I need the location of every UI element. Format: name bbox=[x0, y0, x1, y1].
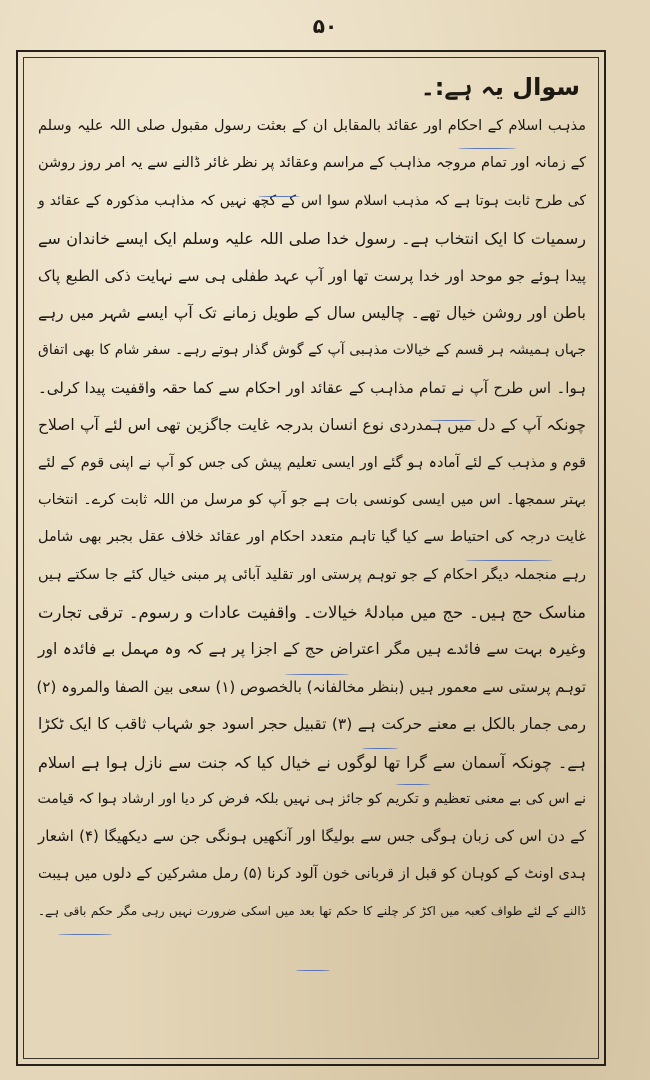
text-line: ہے۔ چونکہ آسمان سے گرا تھا لوگوں نے خیال کیا کہ جنت سے نازل ہوا ہے اسلام bbox=[38, 752, 586, 772]
text-line: پیدا ہوئے جو موحد اور خدا پرست تھا اور آپ عہد طفلی ہی سے نہایت ذکی الطبع پاک bbox=[38, 266, 586, 285]
text-line: وغیرہ بہت سے فائدے ہیں مگر اعتراض حج کے اجزا پر ہے کہ وہ مہمل بے فائدہ اور bbox=[38, 640, 586, 659]
text-line: کی طرح ثابت ہوتا ہے کہ مذہب اسلام سوا اس کے کچھ نہیں کہ مذاہب مذکورہ کے عقائد و bbox=[38, 192, 586, 209]
body-text bbox=[38, 70, 586, 931]
text-line: مذہب اسلام کے احکام اور عقائد بالمقابل ان کے بعثت رسول مقبول صلی اللہ علیہ وسلم bbox=[38, 118, 586, 134]
ink-underline-mark bbox=[285, 674, 349, 675]
ink-underline-mark bbox=[458, 148, 516, 149]
ink-underline-mark bbox=[296, 970, 330, 971]
ink-underline-mark bbox=[430, 420, 476, 421]
text-line: رسمیات کا ایک انتخاب ہے۔ رسول خدا صلی اللہ علیہ وسلم ایک ایسے خاندان سے bbox=[38, 229, 586, 249]
text-line: ہدی اونٹ کے کوہان کو قبل از قربانی خون آلود کرنا (۵) رمل مشرکین کے دلوں میں ہیبت bbox=[38, 865, 586, 882]
section-heading: سوال یہ ہے:۔ bbox=[420, 73, 580, 101]
page-number: ۵۰ bbox=[312, 14, 338, 38]
text-line: جہاں ہمیشہ ہر قسم کے خیالات مذہبی آپ کے گوش گذار ہوتے رہے۔ سفر شام کا بھی اتفاق bbox=[38, 342, 586, 359]
text-line: توہم پرستی سے معمور ہیں (بنظر مخالفانہ) بالخصوص (۱) سعی بین الصفا والمروہ (۲) bbox=[36, 677, 586, 696]
ink-underline-mark bbox=[258, 196, 300, 197]
text-line: مناسک حج ہیں۔ حج میں مبادلۂ خیالات۔ واقفیت عادات و رسوم۔ ترقی تجارت bbox=[38, 603, 586, 623]
text-line: رمی جمار بالکل بے معنے حرکت ہے (۳) تقبیل حجر اسود جو شہاب ثاقب کا ایک ٹکڑا bbox=[38, 715, 586, 734]
ink-underline-mark bbox=[465, 560, 553, 561]
text-line: کے دن اس کی زبان ہوگی جس سے بولیگا اور آنکھیں ہونگی جن سے دیکھیگا (۴) اشعار bbox=[38, 827, 586, 846]
text-line: ڈالنے کے لئے طواف کعبہ میں اکڑ کر چلنے کا حکم تھا بعد میں اسکی ضرورت نہیں رہی مگر حکم باقی ہے۔ bbox=[38, 904, 586, 919]
text-line: باطن اور روشن خیال تھے۔ چالیس سال کے طویل زمانے تک آپ ایسے شہر میں رہے bbox=[38, 303, 586, 322]
text-line: نے اس کی بے معنی تعظیم و تکریم کو جائز ہی نہیں بلکہ فرض کر دیا اور ارشاد ہوا کہ قیامت bbox=[37, 791, 586, 808]
ink-underline-mark bbox=[396, 784, 430, 785]
ink-underline-mark bbox=[362, 748, 398, 749]
text-line: بہتر سمجھا۔ اس میں ایسی کونسی بات ہے جو آپ کو مرسل من اللہ ثابت کرے۔ انتخاب bbox=[38, 491, 586, 508]
text-line: غایت درجہ کی احتیاط سے کیا گیا تاہم متعدد احکام اور عقائد خلاف عقل بجبر بھی شامل bbox=[38, 529, 586, 546]
text-line: چونکہ آپ کے دل میں ہمدردی نوع انسان بدرجہ غایت جاگزین تھی اس لئے آپ اصلاح bbox=[38, 416, 586, 435]
text-line: کے زمانہ اور تمام مروجہ مذاہب کے مراسم وعقائد پر نظر غائر ڈالنے سے یہ امر روز روشن bbox=[38, 155, 586, 172]
text-line: ہوا۔ اس طرح آپ نے تمام مذاہب کے عقائد اور احکام سے کما حقہ واقفیت پیدا کرلی۔ bbox=[38, 378, 586, 397]
text-line: قوم و مذہب کے لئے آمادہ ہو گئے اور ایسی تعلیم پیش کی جس کو آپ نے اپنی قوم کے لئے bbox=[38, 454, 586, 471]
ink-underline-mark bbox=[58, 934, 112, 935]
text-line: رہے منجملہ دیگر احکام کے جو توہم پرستی اور تقلید آبائی پر مبنی خیال کئے جا سکتے ہیں bbox=[38, 566, 586, 583]
